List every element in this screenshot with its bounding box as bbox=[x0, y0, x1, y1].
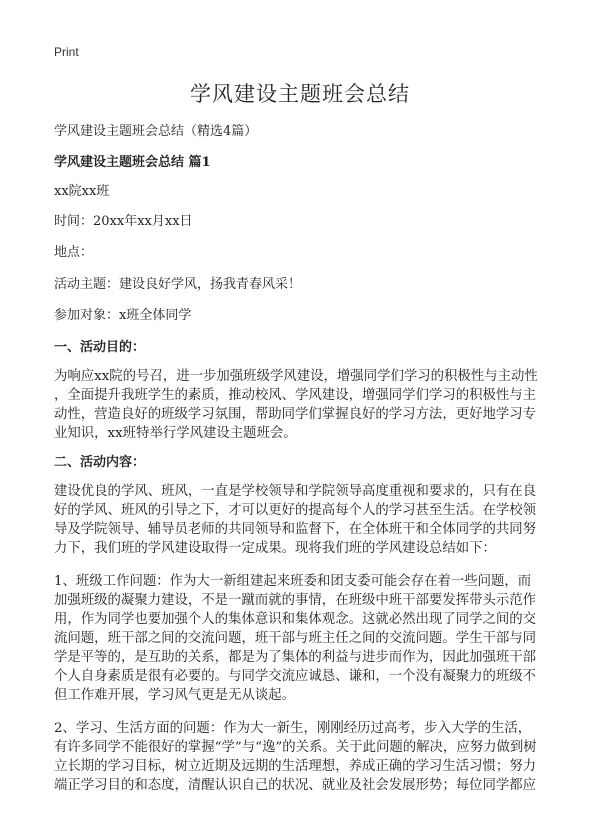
paragraph-line: 但工作难开展，学习风气更是无从谈起。 bbox=[54, 688, 296, 703]
paragraph-line: 流问题，班干部之间的交流问题，班干部与班主任之间的交流问题。学生干部与同 bbox=[54, 631, 537, 646]
time-line: 时间：20xx年xx月xx日 bbox=[54, 214, 193, 229]
paragraph-line: 学是平等的，是互助的关系，都是为了集体的利益与进步而作为，因此加强班干部 bbox=[54, 650, 537, 665]
section2-heading: 二、活动内容： bbox=[54, 455, 146, 470]
section1-paragraph bbox=[54, 367, 550, 443]
paragraph-line: 导及学院领导、辅导员老师的共同领导和监督下，在全体班干和全体同学的共同努 bbox=[54, 522, 537, 537]
part-heading: 学风建设主题班会总结 篇1 bbox=[54, 155, 211, 170]
class-line: xx院xx班 bbox=[54, 184, 110, 199]
item2-paragraph bbox=[54, 719, 550, 795]
place-line: 地点： bbox=[54, 245, 94, 260]
paragraph-line: 有许多同学不能很好的掌握“学”与“逸”的关系。关于此问题的解决，应努力做到树 bbox=[54, 740, 537, 755]
paragraph-line: 个人自身素质是很有必要的。与同学交流应诚恳、谦和，一个没有凝聚力的班级不 bbox=[54, 669, 537, 684]
paragraph-line: 端正学习目的和态度，清醒认识自己的状况、就业及社会发展形势；每位同学都应 bbox=[54, 778, 537, 793]
paragraph-line: 业知识，xx班特举行学风建设主题班会。 bbox=[54, 426, 297, 441]
document-title: 学风建设主题班会总结 bbox=[190, 82, 410, 106]
paragraph-line: 建设优良的学风、班风，一直是学校领导和学院领导高度重视和要求的，只有在良 bbox=[54, 484, 537, 499]
paragraph-line: 动性，营造良好的班级学习氛围，帮助同学们掌握良好的学习方法，更好地学习专 bbox=[54, 407, 537, 422]
item1-paragraph bbox=[54, 572, 550, 705]
paragraph-line: 为响应xx院的号召，进一步加强班级学风建设，增强同学们学习的积极性与主动性 bbox=[54, 369, 538, 384]
paragraph-line: 加强班级的凝聚力建设，不是一蹴而就的事情，在班级中班干部要发挥带头示范作 bbox=[54, 593, 537, 608]
paragraph-line: 1、班级工作问题：作为大一新组建起来班委和团支委可能会存在着一些问题，而 bbox=[54, 574, 532, 589]
section1-heading: 一、活动目的： bbox=[54, 340, 146, 355]
paragraph-line: 立长期的学习目标，树立近期及远期的生活理想，养成正确的学习生活习惯；努力 bbox=[54, 759, 537, 774]
paragraph-line: 好的学风、班风的引导之下，才可以更好的提高每个人的学习甚至生活。在学校领 bbox=[54, 503, 537, 518]
document-subtitle: 学风建设主题班会总结（精选4篇） bbox=[54, 124, 258, 139]
theme-line: 活动主题：建设良好学风，扬我青春风采！ bbox=[54, 277, 302, 292]
print-link[interactable]: Print bbox=[54, 45, 79, 59]
paragraph-line: ，全面提升我班学生的素质，推动校风、学风建设，增强同学们学习的积极性与主 bbox=[54, 388, 537, 403]
section2-intro-paragraph bbox=[54, 482, 550, 558]
paragraph-line: 力下，我们班的学风建设取得一定成果。现将我们班的学风建设总结如下： bbox=[54, 541, 496, 556]
paragraph-line: 2、学习、生活方面的问题：作为大一新生，刚刚经历过高考，步入大学的生活， bbox=[54, 721, 532, 736]
participants-line: 参加对象：x班全体同学 bbox=[54, 308, 192, 323]
paragraph-line: 用，作为同学也要加强个人的集体意识和集体观念。这就必然出现了同学之间的交 bbox=[54, 612, 537, 627]
